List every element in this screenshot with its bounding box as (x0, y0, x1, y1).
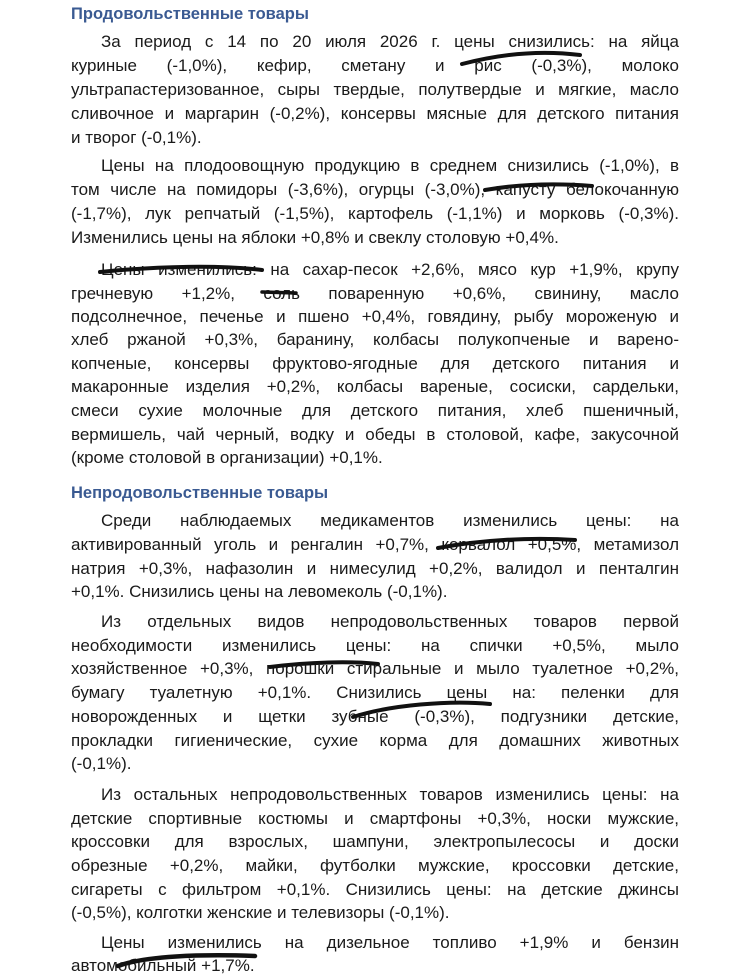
text-line: и творог (-0,1%). (71, 128, 202, 147)
text-line: автомобильный +1,7%. (71, 956, 255, 975)
text-line: том числе на помидоры (-3,6%), огурцы (-3,0%), капусту белокочанную (71, 180, 679, 199)
text-line: Из остальных непродовольственных товаров изменились цены: на (101, 785, 679, 804)
text-line: активированный уголь и ренгалин +0,7%, корвалол +0,5%, метамизол (71, 535, 679, 554)
text-line: Изменились цены на яблоки +0,8% и свеклу столовую +0,4%. (71, 228, 559, 247)
text-line: копченые, консервы фруктово-ягодные для детского питания и (71, 354, 679, 373)
text-line: хозяйственное +0,3%, порошки стиральные и мыло туалетное +0,2%, (71, 659, 679, 678)
text-line: обрезные +0,2%, майки, футболки мужские, кроссовки детские, (71, 856, 679, 875)
text-line: +0,1%. Снизились цены на левомеколь (-0,1%). (71, 582, 448, 601)
text-line: Цены на плодоовощную продукцию в среднем снизились (-1,0%), в (101, 156, 679, 175)
text-line: Среди наблюдаемых медикаментов изменились цены: на (101, 511, 679, 530)
text-line: ультрапастеризованное, сыры твердые, полутвердые и мягкие, масло (71, 80, 679, 99)
text-line: новорожденных и щетки зубные (-0,3%), подгузники детские, (71, 707, 679, 726)
text-line: подсолнечное, печенье и пшено +0,4%, говядину, рыбу мороженую и (71, 307, 679, 326)
text-line: натрия +0,3%, нафазолин и нимесулид +0,2%, валидол и пенталгин (71, 559, 679, 578)
text-line: сливочное и маргарин (-0,2%), консервы мясные для детского питания (71, 104, 679, 123)
text-line: детские спортивные костюмы и смартфоны +0,3%, носки мужские, (71, 809, 679, 828)
text-line: (-1,7%), лук репчатый (-1,5%), картофель (-1,1%) и морковь (-0,3%). (71, 204, 679, 223)
text-line: бумагу туалетную +0,1%. Снизились цены на: пеленки для (71, 683, 679, 702)
text-line: Цены изменились на дизельное топливо +1,9% и бензин (101, 933, 679, 952)
text-line: хлеб ржаной +0,3%, баранину, колбасы полукопченые и варено- (71, 330, 679, 349)
text-line: макаронные изделия +0,2%, колбасы вареные, сосиски, сардельки, (71, 377, 679, 396)
text-line: (-0,5%), колготки женские и телевизоры (-0,1%). (71, 903, 450, 922)
text-line: За период с 14 по 20 июля 2026 г. цены снизились: на яйца (101, 32, 679, 51)
text-line: Цены изменились: на сахар-песок +2,6%, мясо кур +1,9%, крупу (101, 260, 679, 279)
text-line: смеси сухие молочные для детского питания, хлеб пшеничный, (71, 401, 679, 420)
text-line: вермишель, чай черный, водку и обеды в столовой, кафе, закусочной (71, 425, 679, 444)
text-line: прокладки гигиенические, сухие корма для домашних животных (71, 731, 679, 750)
text-line: (кроме столовой в организации) +0,1%. (71, 448, 383, 467)
text-line: куриные (-1,0%), кефир, сметану и рис (-0,3%), молоко (71, 56, 679, 75)
section-heading-food: Продовольственные товары (71, 5, 309, 23)
text-line: сигареты с фильтром +0,1%. Снизились цены: на детские джинсы (71, 880, 679, 899)
text-line: (-0,1%). (71, 754, 132, 773)
section-heading-nonfood: Непродовольственные товары (71, 484, 329, 502)
text-line: необходимости изменились цены: на спички +0,5%, мыло (71, 636, 679, 655)
text-line: гречневую +1,2%, соль поваренную +0,6%, свинину, масло (71, 284, 679, 303)
text-line: Из отдельных видов непродовольственных товаров первой (101, 612, 679, 631)
text-line: кроссовки для взрослых, шампуни, электропылесосы и доски (71, 832, 679, 851)
